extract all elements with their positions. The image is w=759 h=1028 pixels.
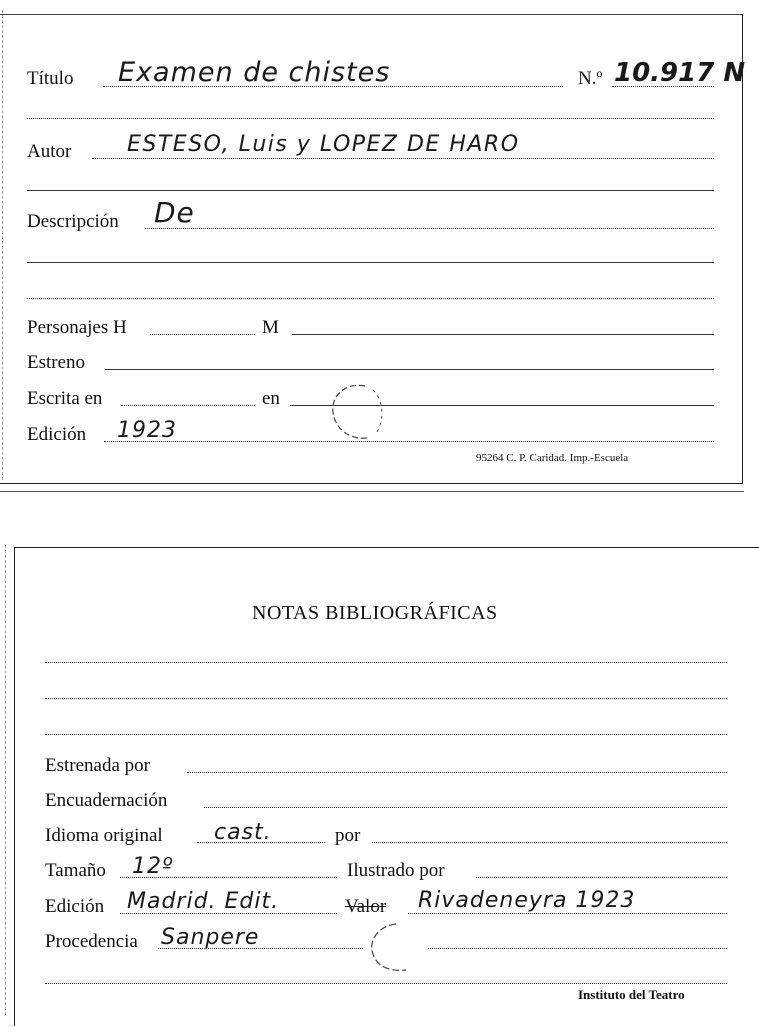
ilustrado-label: Ilustrado por: [347, 860, 445, 881]
personajes-m-line: [292, 334, 714, 335]
descripcion-value: De: [154, 196, 195, 229]
por-label: por: [335, 825, 361, 846]
edicion2-value: Madrid. Edit.: [127, 889, 280, 914]
escrita-label: Escrita en: [27, 388, 103, 409]
punch-hole-circle-2: [366, 920, 416, 976]
edicion2-label: Edición: [45, 896, 105, 917]
estreno-line: [105, 369, 714, 370]
card-edge-line: [0, 491, 744, 492]
autor-line: [92, 158, 714, 159]
tamano-label: Tamaño: [45, 860, 106, 881]
ilustrado-line: [476, 877, 727, 878]
idioma-value: cast.: [214, 820, 272, 845]
procedencia-label: Procedencia: [45, 931, 138, 952]
personajes-h-line: [150, 334, 255, 335]
valor-line: [408, 913, 727, 914]
autor-value: ESTESO, Luis y LOPEZ DE HARO: [127, 132, 520, 157]
notas-heading: NOTAS BIBLIOGRÁFICAS: [252, 602, 498, 624]
encuadernacion-line: [204, 807, 727, 808]
descripcion-line-2: [27, 262, 714, 263]
numero-value: 10.917 N: [614, 58, 746, 88]
notas-line-3: [45, 734, 727, 735]
numero-label: N.º: [578, 68, 603, 89]
autor-line-2: [27, 190, 714, 191]
edicion2-value2: Rivadeneyra 1923: [418, 888, 636, 913]
edicion-line: [104, 441, 714, 442]
escrita-en-label: en: [262, 388, 280, 409]
card2-left-edge: [5, 545, 6, 1015]
estreno-label: Estreno: [27, 352, 86, 373]
personajes-label: Personajes H: [27, 317, 127, 338]
procedencia-value: Sanpere: [161, 925, 260, 950]
titulo-line-2: [27, 118, 714, 119]
notas-line-2: [45, 698, 727, 699]
por-line: [372, 842, 727, 843]
tamano-value: 12º: [132, 854, 174, 879]
punch-hole-circle: [325, 380, 393, 444]
institute-footer: Instituto del Teatro: [578, 987, 685, 1002]
idioma-label: Idioma original: [45, 825, 163, 846]
titulo-label: Título: [27, 68, 74, 89]
procedencia-line-3: [45, 983, 727, 984]
titulo-value: Examen de chistes: [118, 57, 391, 88]
descripcion-label: Descripción: [27, 211, 119, 232]
card-left-edge: [2, 10, 3, 480]
autor-label: Autor: [27, 141, 72, 162]
descripcion-line-3: [27, 298, 714, 299]
escrita-line: [121, 405, 255, 406]
estrenada-label: Estrenada por: [45, 755, 150, 776]
procedencia-line-2: [428, 948, 727, 949]
edicion-value: 1923: [117, 418, 177, 443]
personajes-m-label: M: [262, 317, 279, 338]
notas-line-1: [45, 662, 727, 663]
imprint-text: 95264 C. P. Caridad. Imp.-Escuela: [476, 452, 629, 464]
descripcion-line: [145, 228, 714, 229]
edicion-label: Edición: [27, 424, 87, 445]
valor-label: Valor: [345, 896, 387, 917]
estrenada-line: [187, 772, 727, 773]
encuadernacion-label: Encuadernación: [45, 790, 168, 811]
